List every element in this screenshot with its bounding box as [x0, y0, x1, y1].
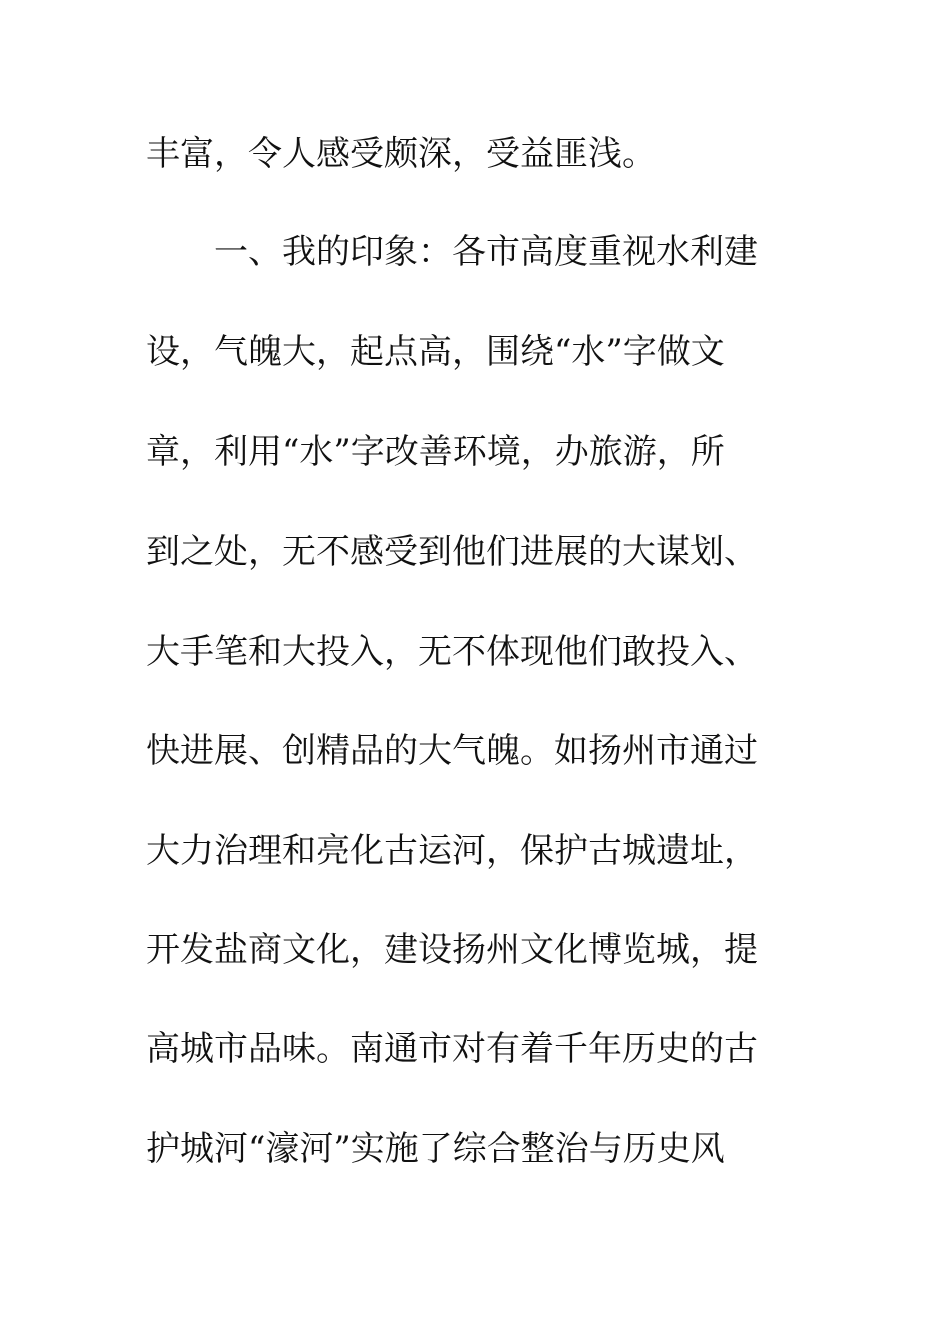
text-line: 大力治理和亮化古运河，保护古城遗址， [146, 831, 758, 871]
text-line: 开发盐商文化，建设扬州文化博览城，提 [146, 930, 758, 970]
text-line: 快进展、创精品的大气魄。如扬州市通过 [146, 731, 758, 771]
text-line: 丰富，令人感受颇深，受益匪浅。 [146, 134, 656, 174]
section-heading-line: 一、我的印象：各市高度重视水利建 [214, 232, 758, 272]
text-line: 章，利用“水”字改善环境，办旅游，所 [146, 432, 725, 472]
text-line: 高城市品味。南通市对有着千年历史的古 [146, 1029, 758, 1069]
text-line: 设，气魄大，起点高，围绕“水”字做文 [146, 332, 725, 372]
text-line: 大手笔和大投入，无不体现他们敢投入、 [146, 632, 758, 672]
text-line: 护城河“濠河”实施了综合整治与历史风 [146, 1129, 725, 1169]
text-line: 到之处，无不感受到他们进展的大谋划、 [146, 532, 758, 572]
